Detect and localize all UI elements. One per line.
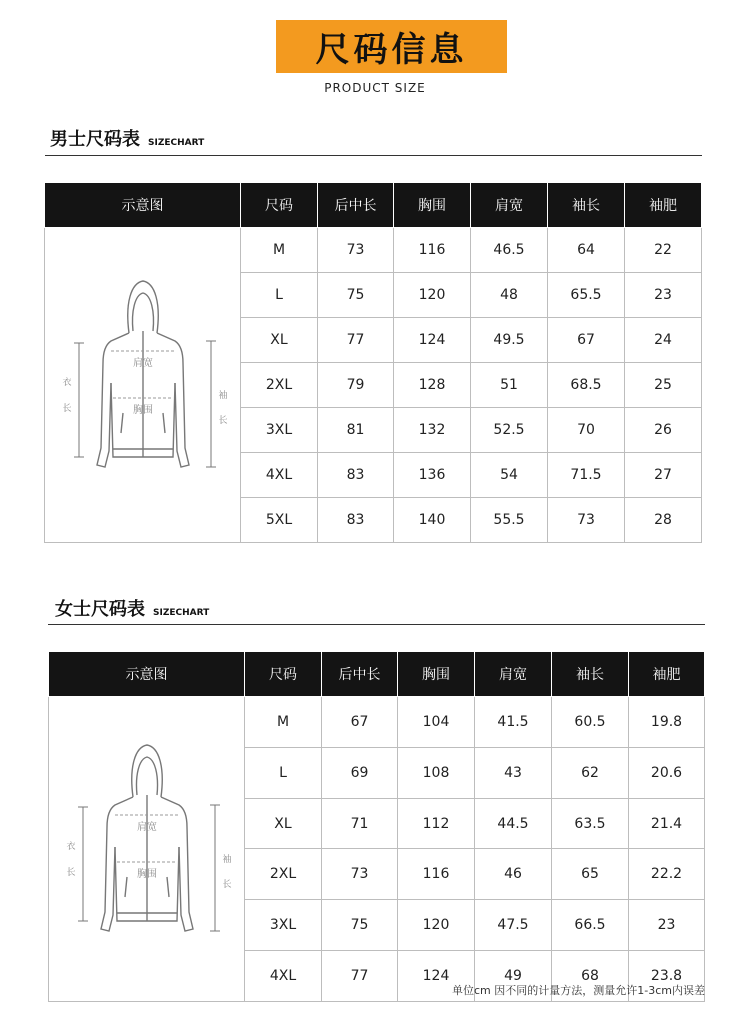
women-divider [48, 624, 705, 625]
measure-cell: 63.5 [552, 798, 629, 849]
measure-cell: 22 [625, 228, 702, 273]
measure-cell: 23.8 [629, 951, 705, 1002]
men-title: 男士尺码表 [50, 129, 140, 150]
jacket-diagram [45, 233, 241, 533]
size-cell: M [241, 228, 318, 273]
length-label-1: 衣 [62, 378, 72, 388]
size-cell: 2XL [245, 849, 322, 900]
measure-cell: 44.5 [475, 798, 552, 849]
size-diagram-cell [45, 228, 241, 543]
measure-cell: 68 [552, 951, 629, 1002]
women-section-title [55, 595, 209, 621]
col-header: 后中长 [318, 183, 394, 228]
length-label-1: 衣 [66, 842, 76, 852]
measure-cell: 73 [318, 228, 394, 273]
size-cell: 3XL [241, 408, 318, 453]
measure-cell: 71 [322, 798, 398, 849]
measure-cell: 19.8 [629, 697, 705, 748]
measure-cell: 75 [318, 273, 394, 318]
measure-cell: 73 [548, 498, 625, 543]
measure-cell: 54 [471, 453, 548, 498]
measure-cell: 51 [471, 363, 548, 408]
measure-cell: 49 [475, 951, 552, 1002]
page-subtitle: PRODUCT SIZE [324, 81, 426, 95]
size-cell: L [245, 747, 322, 798]
measure-cell: 52.5 [471, 408, 548, 453]
men-size-table [44, 182, 702, 543]
measure-cell: 116 [394, 228, 471, 273]
size-diagram-cell [49, 697, 245, 1002]
measure-cell: 64 [548, 228, 625, 273]
measure-cell: 116 [398, 849, 475, 900]
size-cell: M [245, 697, 322, 748]
measure-cell: 48 [471, 273, 548, 318]
measure-cell: 83 [318, 453, 394, 498]
sleeve-label-1: 袖 [218, 391, 228, 401]
col-header: 示意图 [49, 652, 245, 697]
measure-cell: 140 [394, 498, 471, 543]
women-table-body [49, 697, 705, 1002]
measure-cell: 67 [548, 318, 625, 363]
women-size-table [48, 651, 705, 1002]
men-title-en: SIZECHART [148, 138, 205, 148]
shoulder-label: 肩宽 [137, 822, 157, 833]
measure-cell: 65.5 [548, 273, 625, 318]
col-header: 袖长 [548, 183, 625, 228]
measure-cell: 66.5 [552, 900, 629, 951]
chest-label: 胸围 [133, 405, 153, 416]
men-section-title [50, 125, 204, 151]
size-cell: 4XL [241, 453, 318, 498]
men-table-body [45, 228, 702, 543]
measure-cell: 83 [318, 498, 394, 543]
measure-cell: 132 [394, 408, 471, 453]
men-divider [45, 155, 702, 156]
measure-cell: 104 [398, 697, 475, 748]
measure-cell: 28 [625, 498, 702, 543]
length-label-2: 长 [66, 868, 76, 878]
measure-cell: 55.5 [471, 498, 548, 543]
sleeve-label-2: 长 [218, 416, 228, 426]
measure-cell: 68.5 [548, 363, 625, 408]
measure-cell: 77 [318, 318, 394, 363]
measure-cell: 69 [322, 747, 398, 798]
measure-cell: 23 [625, 273, 702, 318]
table-row [49, 697, 705, 748]
col-header: 胸围 [394, 183, 471, 228]
women-title: 女士尺码表 [55, 599, 145, 620]
measure-cell: 128 [394, 363, 471, 408]
col-header: 尺码 [241, 183, 318, 228]
men-header-row [45, 183, 702, 228]
footer-note: 单位cm 因不同的计量方法，测量允许1-3cm内误差 [452, 984, 705, 997]
size-cell: L [241, 273, 318, 318]
size-cell: 4XL [245, 951, 322, 1002]
measure-cell: 24 [625, 318, 702, 363]
measure-cell: 112 [398, 798, 475, 849]
col-header: 肩宽 [475, 652, 552, 697]
measure-cell: 27 [625, 453, 702, 498]
size-cell: 2XL [241, 363, 318, 408]
col-header: 胸围 [398, 652, 475, 697]
measure-cell: 136 [394, 453, 471, 498]
measure-cell: 43 [475, 747, 552, 798]
measure-cell: 73 [322, 849, 398, 900]
sleeve-label-1: 袖 [222, 855, 232, 865]
col-header: 后中长 [322, 652, 398, 697]
measure-cell: 46.5 [471, 228, 548, 273]
women-header-row [49, 652, 705, 697]
measure-cell: 22.2 [629, 849, 705, 900]
jacket-diagram [49, 697, 245, 997]
shoulder-label: 肩宽 [133, 358, 153, 369]
women-title-en: SIZECHART [153, 608, 210, 618]
measure-cell: 124 [394, 318, 471, 363]
size-cell: 3XL [245, 900, 322, 951]
chest-label: 胸围 [137, 869, 157, 880]
measure-cell: 70 [548, 408, 625, 453]
size-cell: 5XL [241, 498, 318, 543]
measure-cell: 81 [318, 408, 394, 453]
measure-cell: 79 [318, 363, 394, 408]
measure-cell: 60.5 [552, 697, 629, 748]
measure-cell: 75 [322, 900, 398, 951]
measure-cell: 120 [394, 273, 471, 318]
size-cell: XL [245, 798, 322, 849]
col-header: 示意图 [45, 183, 241, 228]
measure-cell: 25 [625, 363, 702, 408]
sleeve-label-2: 长 [222, 880, 232, 890]
measure-cell: 41.5 [475, 697, 552, 748]
measure-cell: 65 [552, 849, 629, 900]
measure-cell: 20.6 [629, 747, 705, 798]
measure-cell: 71.5 [548, 453, 625, 498]
measure-cell: 46 [475, 849, 552, 900]
measure-cell: 49.5 [471, 318, 548, 363]
measure-cell: 120 [398, 900, 475, 951]
measure-cell: 124 [398, 951, 475, 1002]
col-header: 袖肥 [625, 183, 702, 228]
page-title: 尺码信息 [315, 30, 468, 70]
measure-cell: 108 [398, 747, 475, 798]
col-header: 尺码 [245, 652, 322, 697]
measure-cell: 47.5 [475, 900, 552, 951]
measure-cell: 77 [322, 951, 398, 1002]
measure-cell: 23 [629, 900, 705, 951]
measure-cell: 62 [552, 747, 629, 798]
title-banner [276, 20, 507, 73]
length-label-2: 长 [62, 404, 72, 414]
col-header: 袖长 [552, 652, 629, 697]
measure-cell: 26 [625, 408, 702, 453]
measure-cell: 21.4 [629, 798, 705, 849]
table-row [45, 228, 702, 273]
col-header: 肩宽 [471, 183, 548, 228]
col-header: 袖肥 [629, 652, 705, 697]
size-cell: XL [241, 318, 318, 363]
measure-cell: 67 [322, 697, 398, 748]
